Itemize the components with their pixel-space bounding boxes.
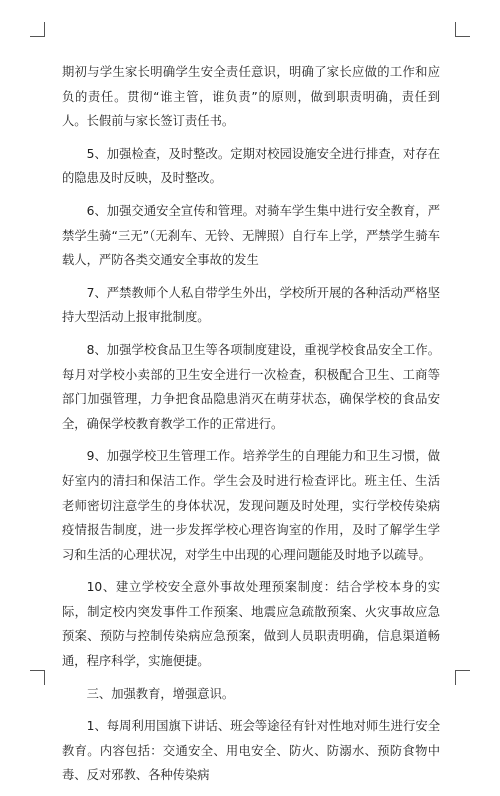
paragraph-item-1: 1、每周利用国旗下讲话、班会等途径有针对性地对师生进行安全教育。内容包括：交通安全、用电安全、防火、防溺水、预防食物中毒、反对邪教、各种传染病 <box>62 719 440 783</box>
section-heading-3: 三、加强教育，增强意识。 <box>86 686 235 701</box>
paragraph-item-7: 7、严禁教师个人私自带学生外出，学校所开展的各种活动严格坚持大型活动上报审批制度。 <box>62 285 440 325</box>
paragraph-item-10: 10、建立学校安全意外事故处理预案制度：结合学校本身的实际，制定校内突发事件工作预案、地震应急疏散预案、火灾事故应急预案、预防与控制传染病应急预案，做到人员职责明确，信息渠道畅通，程序科学，实施便捷。 <box>62 580 440 669</box>
paragraph-item-9: 9、加强学校卫生管理工作。培养学生的自理能力和卫生习惯，做好室内的清扫和保洁工作。学生会及时进行检查评比。班主任、生活老师密切注意学生的身体状况，发现问题及时处理，实行学校传染病疫情报告制度，进一步发挥学校心理咨询室的作用，及时了解学生学习和生活的心理状况，对学生中出现的心理问题能及时地予以疏导。 <box>62 449 440 562</box>
paragraph-continued: 期初与学生家长明确学生安全责任意识，明确了家长应做的工作和应负的责任。贯彻“谁主管，谁负责”的原则，做到职责明确，责任到人。长假前与家长签订责任书。 <box>62 65 440 129</box>
crop-mark-top-right <box>455 22 470 37</box>
crop-mark-top-left <box>30 22 45 37</box>
paragraph-item-8: 8、加强学校食品卫生等各项制度建设，重视学校食品安全工作。每月对学校小卖部的卫生安全进行一次检查，积极配合卫生、工商等部门加强管理，力争把食品隐患消灭在萌芽状态，确保学校的食品安全，确保学校教育教学工作的正常进行。 <box>62 342 440 431</box>
paragraph-item-5: 5、加强检查，及时整改。定期对校园设施安全进行排查，对存在的隐患及时反映，及时整改。 <box>62 146 440 186</box>
document-body <box>62 60 440 796</box>
paragraph-item-6: 6、加强交通安全宣传和管理。对骑车学生集中进行安全教育，严禁学生骑“三无”（无刹车、无铃、无牌照）自行车上学，严禁学生骑车载人，严防各类交通安全事故的发生 <box>62 203 440 268</box>
crop-mark-bottom-right <box>455 670 470 685</box>
crop-mark-bottom-left <box>30 670 45 685</box>
